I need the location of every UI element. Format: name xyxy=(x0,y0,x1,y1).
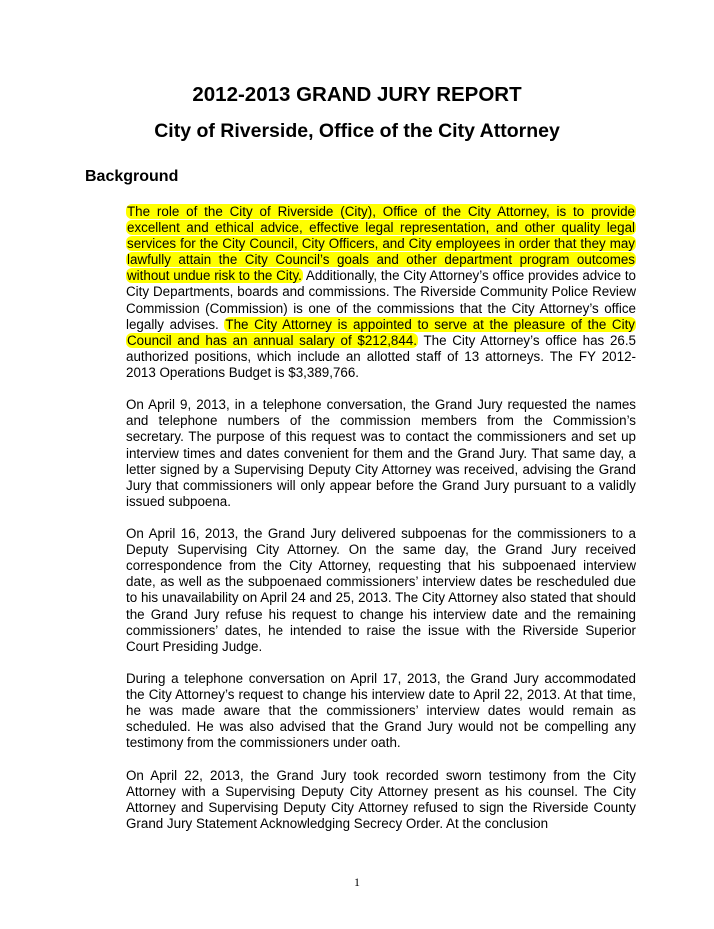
paragraph-background xyxy=(126,204,636,381)
paragraph-april-9: On April 9, 2013, in a telephone conversation, the Grand Jury requested the names and telephone numbers of the commission members from the Commission’s secretary. The purpose of this request was to contact the commissioners and set up interview times and dates convenient for them and the Grand Jury. That same day, a letter signed by a Supervising Deputy City Attorney was received, advising the Grand Jury that commissioners will only appear before the Grand Jury pursuant to a validly issued subpoena. xyxy=(126,397,636,509)
section-heading-background: Background xyxy=(85,168,179,185)
highlighted-text: The role of the City of Riverside (City), Office of the City Attorney, is to provide excellent and ethical advice, effective legal representation, and other quality legal services for the City Council, City Officers, and City employees in order that they may lawfully attain the City Council’s goals and other department program outcomes without undue risk to the City. xyxy=(127,204,635,284)
paragraph-april-17: During a telephone conversation on April 17, 2013, the Grand Jury accommodated the City Attorney’s request to change his interview date to April 22, 2013. At that time, he was made aware that the commissioners’ interview dates would remain as scheduled. He was also advised that the Grand Jury would not be compelling any testimony from the commissioners under oath. xyxy=(126,671,636,751)
highlighted-text: The City Attorney is appointed to serve at the pleasure of the City Council and has an annual salary of $212,844. xyxy=(127,316,635,348)
page-number: 1 xyxy=(354,875,360,889)
report-subtitle: City of Riverside, Office of the City Attorney xyxy=(154,120,560,142)
plain-text: Additionally, the City Attorney’s office provides advice to City Departments, boards and commissions. The Riverside Community Police Review Commission (Commission) is one of the commissions that the City Attorney’s office legally advises. xyxy=(126,268,636,332)
plain-text: The City Attorney’s office has 26.5 authorized positions, which include an allotted staff of 13 attorneys. The FY 2012-2013 Operations Budget is $3,389,766. xyxy=(126,332,637,380)
paragraph-april-22: On April 22, 2013, the Grand Jury took recorded sworn testimony from the City Attorney with a Supervising Deputy City Attorney present as his counsel. The City Attorney and Supervising Deputy City Attorney refused to sign the Riverside County Grand Jury Statement Acknowledging Secrecy Order. At the conclusion xyxy=(126,767,636,831)
body-text xyxy=(126,204,636,848)
report-title: 2012-2013 GRAND JURY REPORT xyxy=(192,83,522,106)
paragraph-april-16: On April 16, 2013, the Grand Jury delivered subpoenas for the commissioners to a Deputy Supervising City Attorney. On the same day, the Grand Jury received correspondence from the City Attorney, requesting that his subpoenaed interview date, as well as the subpoenaed commissioners’ interview dates be rescheduled due to his unavailability on April 24 and 25, 2013. The City Attorney also stated that should the Grand Jury refuse his request to change his interview date and the remaining commissioners’ dates, he intended to raise the issue with the Riverside Superior Court Presiding Judge. xyxy=(126,526,636,654)
